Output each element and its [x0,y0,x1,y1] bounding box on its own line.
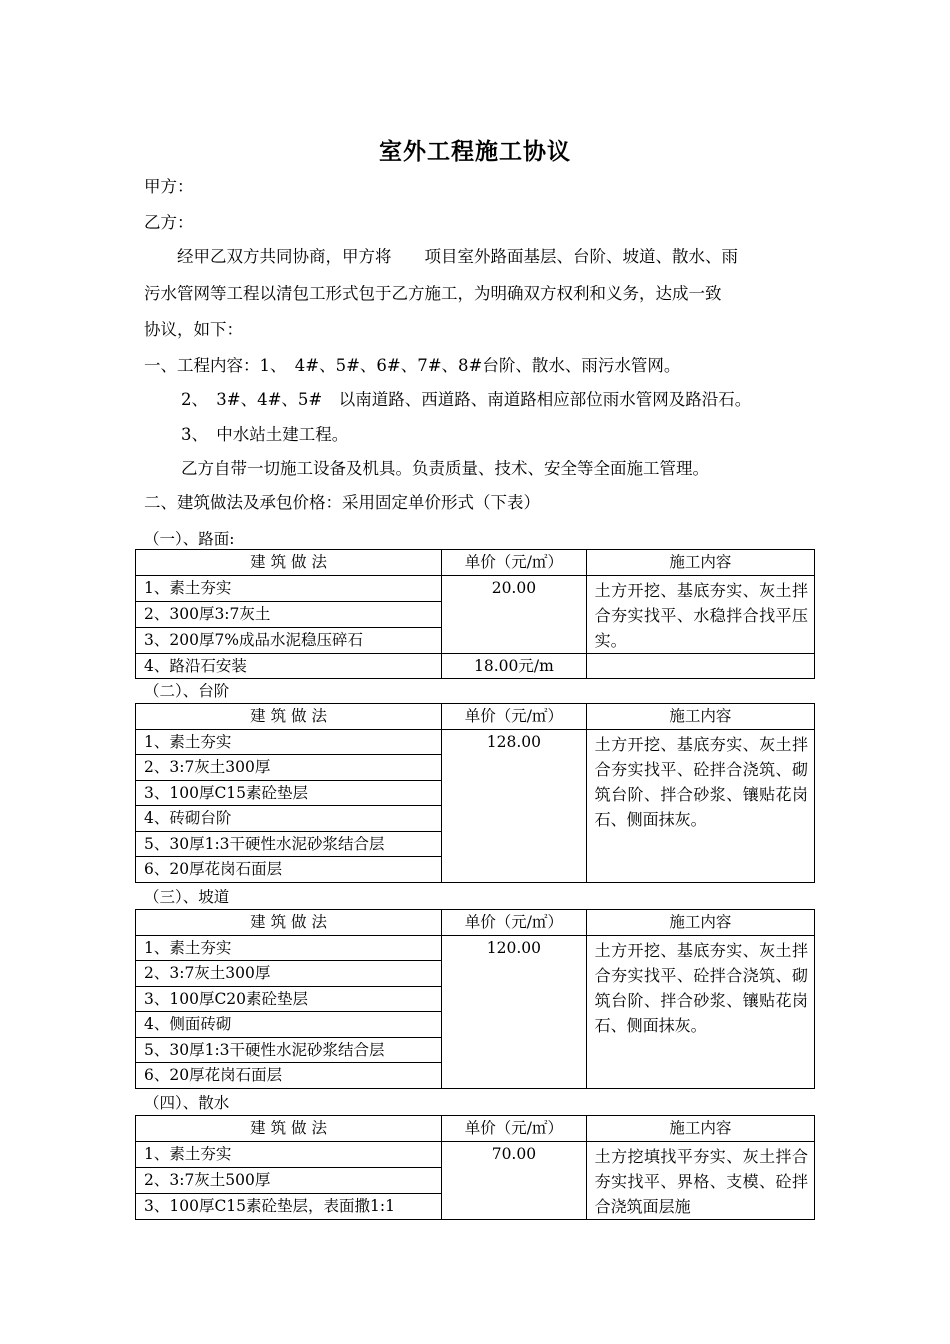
table1-caption: （一）、路面: [144,530,235,548]
header-price: 单价（元/㎡） [442,704,586,730]
content-cell: 土方开挖、基底夯实、灰土拌合夯实找平、砼拌合浇筑、砌筑台阶、拌合砂浆、镶贴花岗石、侧面抹灰。 [586,729,814,882]
intro-line-1: 经甲乙双方共同协商，甲方将 项目室外路面基层、台阶、坡道、散水、雨 [177,247,738,266]
section1-item-2: 2、 3#、4#、5# 以南道路、西道路、南道路相应部位雨水管网及路沿石。 [181,390,752,409]
header-method: 建 筑 做 法 [136,1116,442,1142]
header-content: 施工内容 [586,1116,814,1142]
header-content: 施工内容 [586,704,814,730]
method-cell: 6、20厚花岗石面层 [136,857,442,883]
table-header-row [136,910,815,936]
method-cell: 2、300厚3:7灰土 [136,601,442,627]
table-header-row [136,550,815,576]
method-cell: 4、砖砌台阶 [136,806,442,832]
method-cell: 1、素土夯实 [136,935,442,961]
price-cell: 18.00元/m [442,653,586,679]
method-cell: 5、30厚1:3干硬性水泥砂浆结合层 [136,831,442,857]
section1-heading-label: 一、工程内容： [144,356,260,375]
section1-heading [144,355,680,377]
table-steps [135,703,815,883]
header-content: 施工内容 [586,910,814,936]
method-cell: 4、侧面砖砌 [136,1012,442,1038]
document-title: 室外工程施工协议 [379,138,571,165]
table-row [136,575,815,601]
table-header-row [136,1116,815,1142]
method-cell: 3、100厚C15素砼垫层，表面撒1:1 [136,1193,442,1219]
content-cell [586,653,814,679]
method-cell: 4、路沿石安装 [136,653,442,679]
method-cell: 5、30厚1:3干硬性水泥砂浆结合层 [136,1037,442,1063]
price-cell: 128.00 [442,729,586,882]
method-cell: 2、3:7灰土500厚 [136,1167,442,1193]
table-road [135,549,815,679]
method-cell: 3、100厚C15素砼垫层 [136,780,442,806]
header-method: 建 筑 做 法 [136,704,442,730]
party-b-label: 乙方： [144,213,194,232]
table-row [136,729,815,755]
header-method: 建 筑 做 法 [136,550,442,576]
section1-item-1: 1、 4#、5#、6#、7#、8#台阶、散水、雨污水管网。 [259,356,681,375]
party-a-label: 甲方： [144,177,194,196]
header-price: 单价（元/㎡） [442,1116,586,1142]
method-cell: 1、素土夯实 [136,575,442,601]
method-cell: 2、3:7灰土300厚 [136,755,442,781]
content-cell: 土方挖填找平夯实、灰土拌合夯实找平、界格、支模、砼拌合浇筑面层施 [586,1141,814,1219]
header-content: 施工内容 [586,550,814,576]
method-cell: 6、20厚花岗石面层 [136,1063,442,1089]
table2-caption: （二）、台阶 [144,682,230,700]
method-cell: 2、3:7灰土300厚 [136,961,442,987]
content-cell: 土方开挖、基底夯实、灰土拌合夯实找平、砼拌合浇筑、砌筑台阶、拌合砂浆、镶贴花岗石、侧面抹灰。 [586,935,814,1088]
section1-note: 乙方自带一切施工设备及机具。负责质量、技术、安全等全面施工管理。 [181,459,709,478]
table-ramp [135,909,815,1089]
table-header-row [136,704,815,730]
price-cell: 120.00 [442,935,586,1088]
table-row [136,1141,815,1167]
header-price: 单价（元/㎡） [442,550,586,576]
table-row [136,653,815,679]
method-cell: 3、100厚C20素砼垫层 [136,986,442,1012]
intro-line-2: 污水管网等工程以清包工形式包于乙方施工，为明确双方权利和义务，达成一致 [144,284,722,303]
intro-line-3: 协议，如下： [144,320,243,339]
content-cell: 土方开挖、基底夯实、灰土拌合夯实找平、水稳拌合找平压实。 [586,575,814,653]
header-price: 单价（元/㎡） [442,910,586,936]
price-cell: 70.00 [442,1141,586,1219]
price-cell: 20.00 [442,575,586,653]
section1-item-3: 3、 中水站土建工程。 [181,425,349,444]
header-method: 建 筑 做 法 [136,910,442,936]
method-cell: 1、素土夯实 [136,729,442,755]
table-row [136,935,815,961]
method-cell: 3、200厚7%成品水泥稳压碎石 [136,627,442,653]
table4-caption: （四）、散水 [144,1094,230,1112]
method-cell: 1、素土夯实 [136,1141,442,1167]
table3-caption: （三）、坡道 [144,888,230,906]
section2-heading: 二、建筑做法及承包价格：采用固定单价形式（下表） [144,493,540,512]
table-apron [135,1115,815,1220]
